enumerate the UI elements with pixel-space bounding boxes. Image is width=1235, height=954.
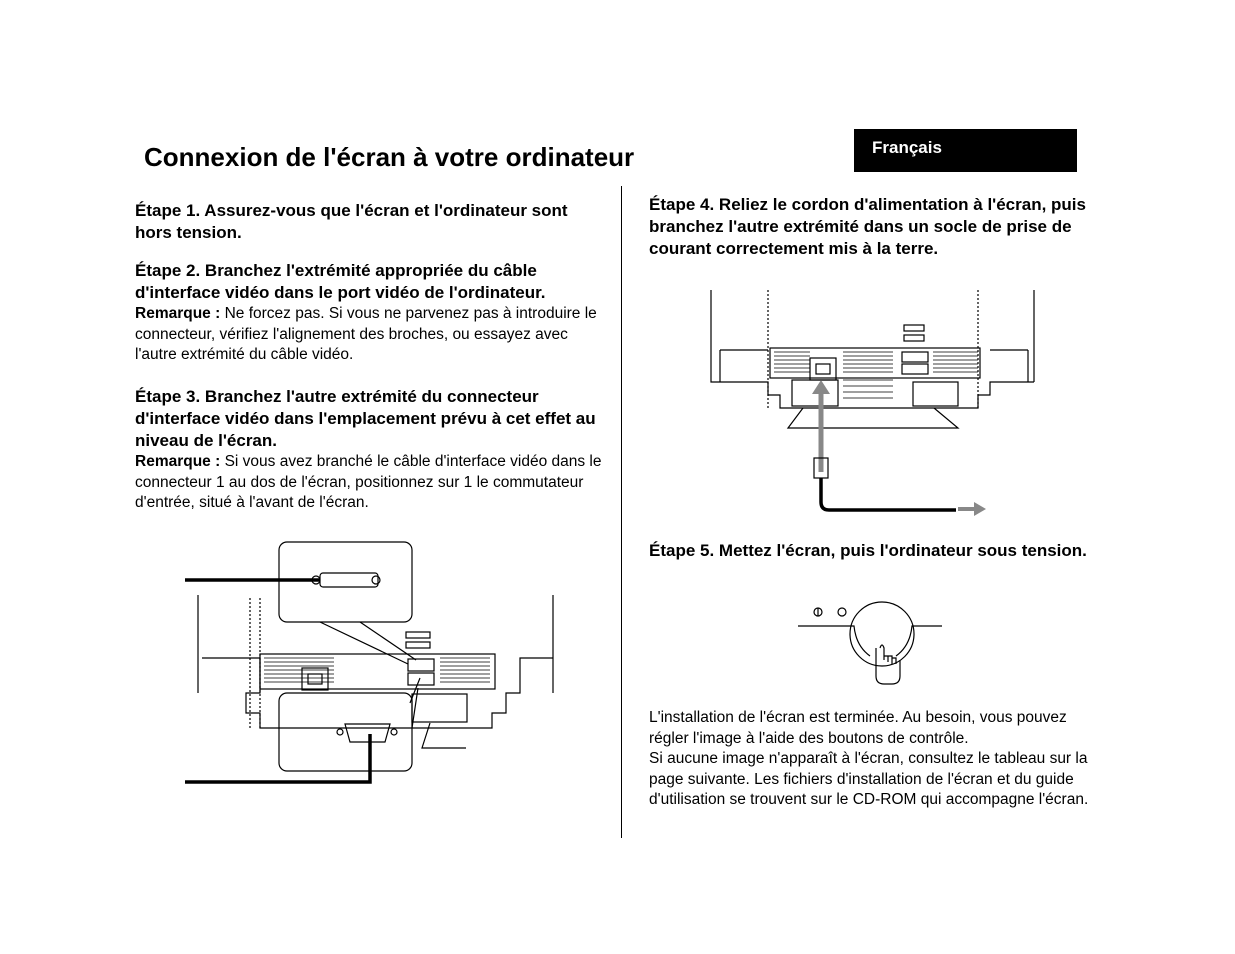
- vga-connector-icon: [345, 724, 390, 742]
- note-label: Remarque :: [135, 305, 221, 322]
- power-button: [850, 602, 914, 666]
- step-3: [135, 386, 605, 514]
- power-inlet-icon: [302, 668, 328, 690]
- step-2: [135, 260, 605, 366]
- step-1: [135, 200, 605, 244]
- video-cable-illustration: [180, 538, 560, 788]
- conclusion: [649, 708, 1109, 811]
- vga-cable: [185, 734, 370, 782]
- monitor-back: [711, 290, 1034, 408]
- front-panel: [798, 626, 942, 656]
- zoom-dvi-connector: [279, 542, 412, 622]
- vent-panel: [260, 654, 495, 689]
- step-2-title: Étape 2. Branchez l'extrémité appropriée du câble d'interface vidéo dans le port vidéo de l'ordinateur.: [135, 261, 546, 302]
- step-4: [649, 194, 1109, 260]
- power-indicator-icon: [838, 608, 846, 616]
- step-3-note: [135, 452, 605, 514]
- finger-press-icon: [876, 645, 900, 684]
- monitor-side: [198, 595, 553, 693]
- step-1-title: Étape 1. Assurez-vous que l'écran et l'ordinateur sont hors tension.: [135, 201, 568, 242]
- power-inlet-icon: [810, 358, 836, 380]
- note-text: Ne forcez pas. Si vous ne parvenez pas à introduire le connecteur, vérifiez l'alignement des broches, ou essayez avec l'autre extrémité du câble vidéo.: [135, 305, 597, 363]
- page-title: Connexion de l'écran à votre ordinateur: [144, 142, 635, 172]
- language-tab: Français: [854, 129, 1077, 172]
- monitor-stand: [788, 408, 958, 428]
- step-4-title: Étape 4. Reliez le cordon d'alimentation à l'écran, puis branchez l'autre extrémité dans un socle de prise de courant correctement mis à la terre.: [649, 195, 1086, 258]
- power-button-illustration: [796, 598, 946, 690]
- video-port-1-icon: [408, 659, 434, 671]
- video-port-1-icon: [902, 352, 928, 362]
- dvi-connector-icon: [320, 573, 378, 587]
- step-5: [649, 540, 1109, 562]
- monitor-stand: [422, 723, 466, 748]
- zoom-vga-connector: [279, 693, 412, 771]
- note-label: Remarque :: [135, 453, 221, 470]
- step-2-note: [135, 304, 605, 366]
- step-5-title: Étape 5. Mettez l'écran, puis l'ordinateur sous tension.: [649, 541, 1087, 560]
- note-text: Si vous avez branché le câble d'interface vidéo dans le connecteur 1 au dos de l'écran, positionnez sur 1 le commutateur d'entrée, situé à l'avant de l'écran.: [135, 453, 602, 511]
- conclusion-line-2: Si aucune image n'apparaît à l'écran, consultez le tableau sur la page suivante. Les fichiers d'installation de l'écran et du guide d'utilisation se trouvent sur le CD-ROM qui accompagne l'écran.: [649, 750, 1089, 808]
- video-port-2-icon: [902, 364, 928, 374]
- power-cord: [821, 478, 956, 510]
- column-divider: [621, 186, 622, 838]
- power-cord-illustration: [708, 290, 998, 520]
- vent-panel: [770, 348, 980, 378]
- video-port-2-icon: [408, 673, 434, 685]
- conclusion-line-1: L'installation de l'écran est terminée. Au besoin, vous pouvez régler l'image à l'aide des boutons de contrôle.: [649, 709, 1067, 747]
- step-3-title: Étape 3. Branchez l'autre extrémité du connecteur d'interface vidéo dans l'emplacement prévu à cet effet au niveau de l'écran.: [135, 387, 596, 450]
